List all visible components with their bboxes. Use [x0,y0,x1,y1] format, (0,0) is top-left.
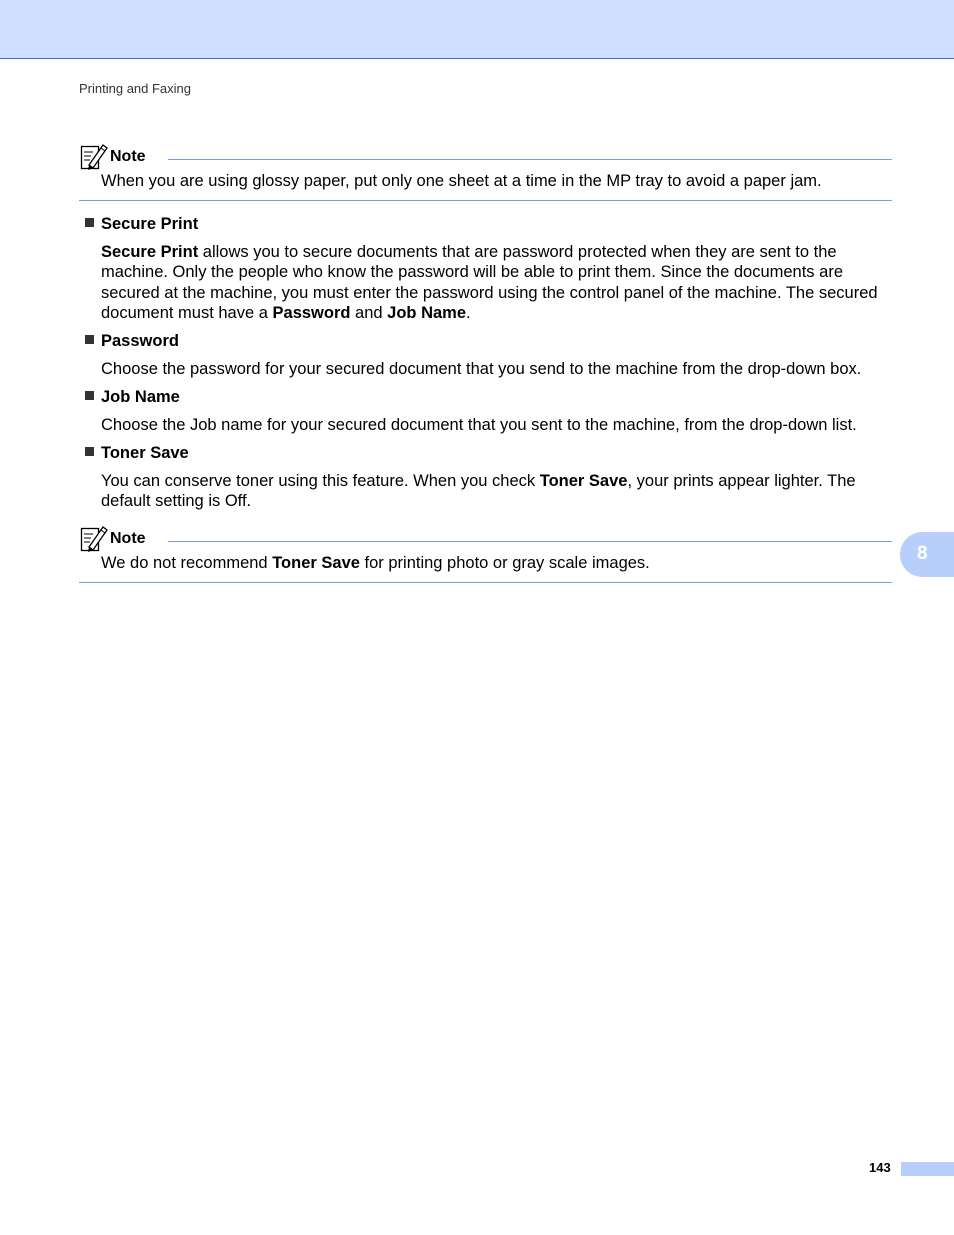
note-header [79,523,892,553]
page-number-bar [901,1162,954,1176]
chapter-number: 8 [917,543,928,564]
note-rule [168,159,892,160]
paragraph-text: You can conserve toner using this feature. When you check [101,472,540,490]
term-password: Password [272,303,351,322]
header-band [0,0,954,59]
note-text-part: for printing photo or gray scale images. [359,554,650,572]
note-pencil-icon [79,523,109,553]
password-heading [85,331,179,351]
toner-save-paragraph [101,471,896,512]
note-header [79,141,892,171]
heading-text: Job Name [101,388,180,406]
password-paragraph: Choose the password for your secured document that you send to the machine from the drop-down box. [101,360,862,378]
job-name-heading [85,387,180,407]
bullet-square-icon [85,447,94,456]
bullet-square-icon [85,335,94,344]
note-bottom-rule [79,200,892,201]
note-text-part: We do not recommend [101,554,273,572]
note-rule [168,541,892,542]
note-text [101,553,650,573]
note-text: When you are using glossy paper, put only one sheet at a time in the MP tray to avoid a paper jam. [101,172,822,190]
secure-print-heading [85,214,198,234]
heading-text: Toner Save [101,444,189,462]
heading-text: Secure Print [101,215,199,233]
term-toner-save: Toner Save [539,472,628,490]
heading-text: Password [101,332,179,350]
note-label: Note [110,530,146,547]
running-header: Printing and Faxing [79,81,192,96]
paragraph-text: allows you to secure documents that are password protected when they are sent to the machine. Only the people who know the password will be able to print them. Since the documents are secured at the machine, you must enter the password using the control panel of the machine. The secured document must have a [101,243,878,322]
term-toner-save: Toner Save [272,554,360,572]
bullet-square-icon [85,218,94,227]
term-job-name: Job Name [387,303,467,322]
note-bottom-rule [79,582,892,583]
term-secure-print: Secure Print [101,243,199,261]
toner-save-heading [85,443,189,463]
note-pencil-icon [79,141,109,171]
job-name-paragraph: Choose the Job name for your secured document that you sent to the machine, from the drop-down list. [101,416,857,434]
page-number: 143 [869,1160,891,1175]
bullet-square-icon [85,391,94,400]
secure-print-paragraph [101,242,896,323]
paragraph-text: . [466,303,471,322]
paragraph-text: , your prints appear lighter. The default setting is Off. [101,472,856,511]
chapter-tab [900,532,954,577]
note-label: Note [110,148,146,165]
paragraph-text: and [350,303,388,322]
